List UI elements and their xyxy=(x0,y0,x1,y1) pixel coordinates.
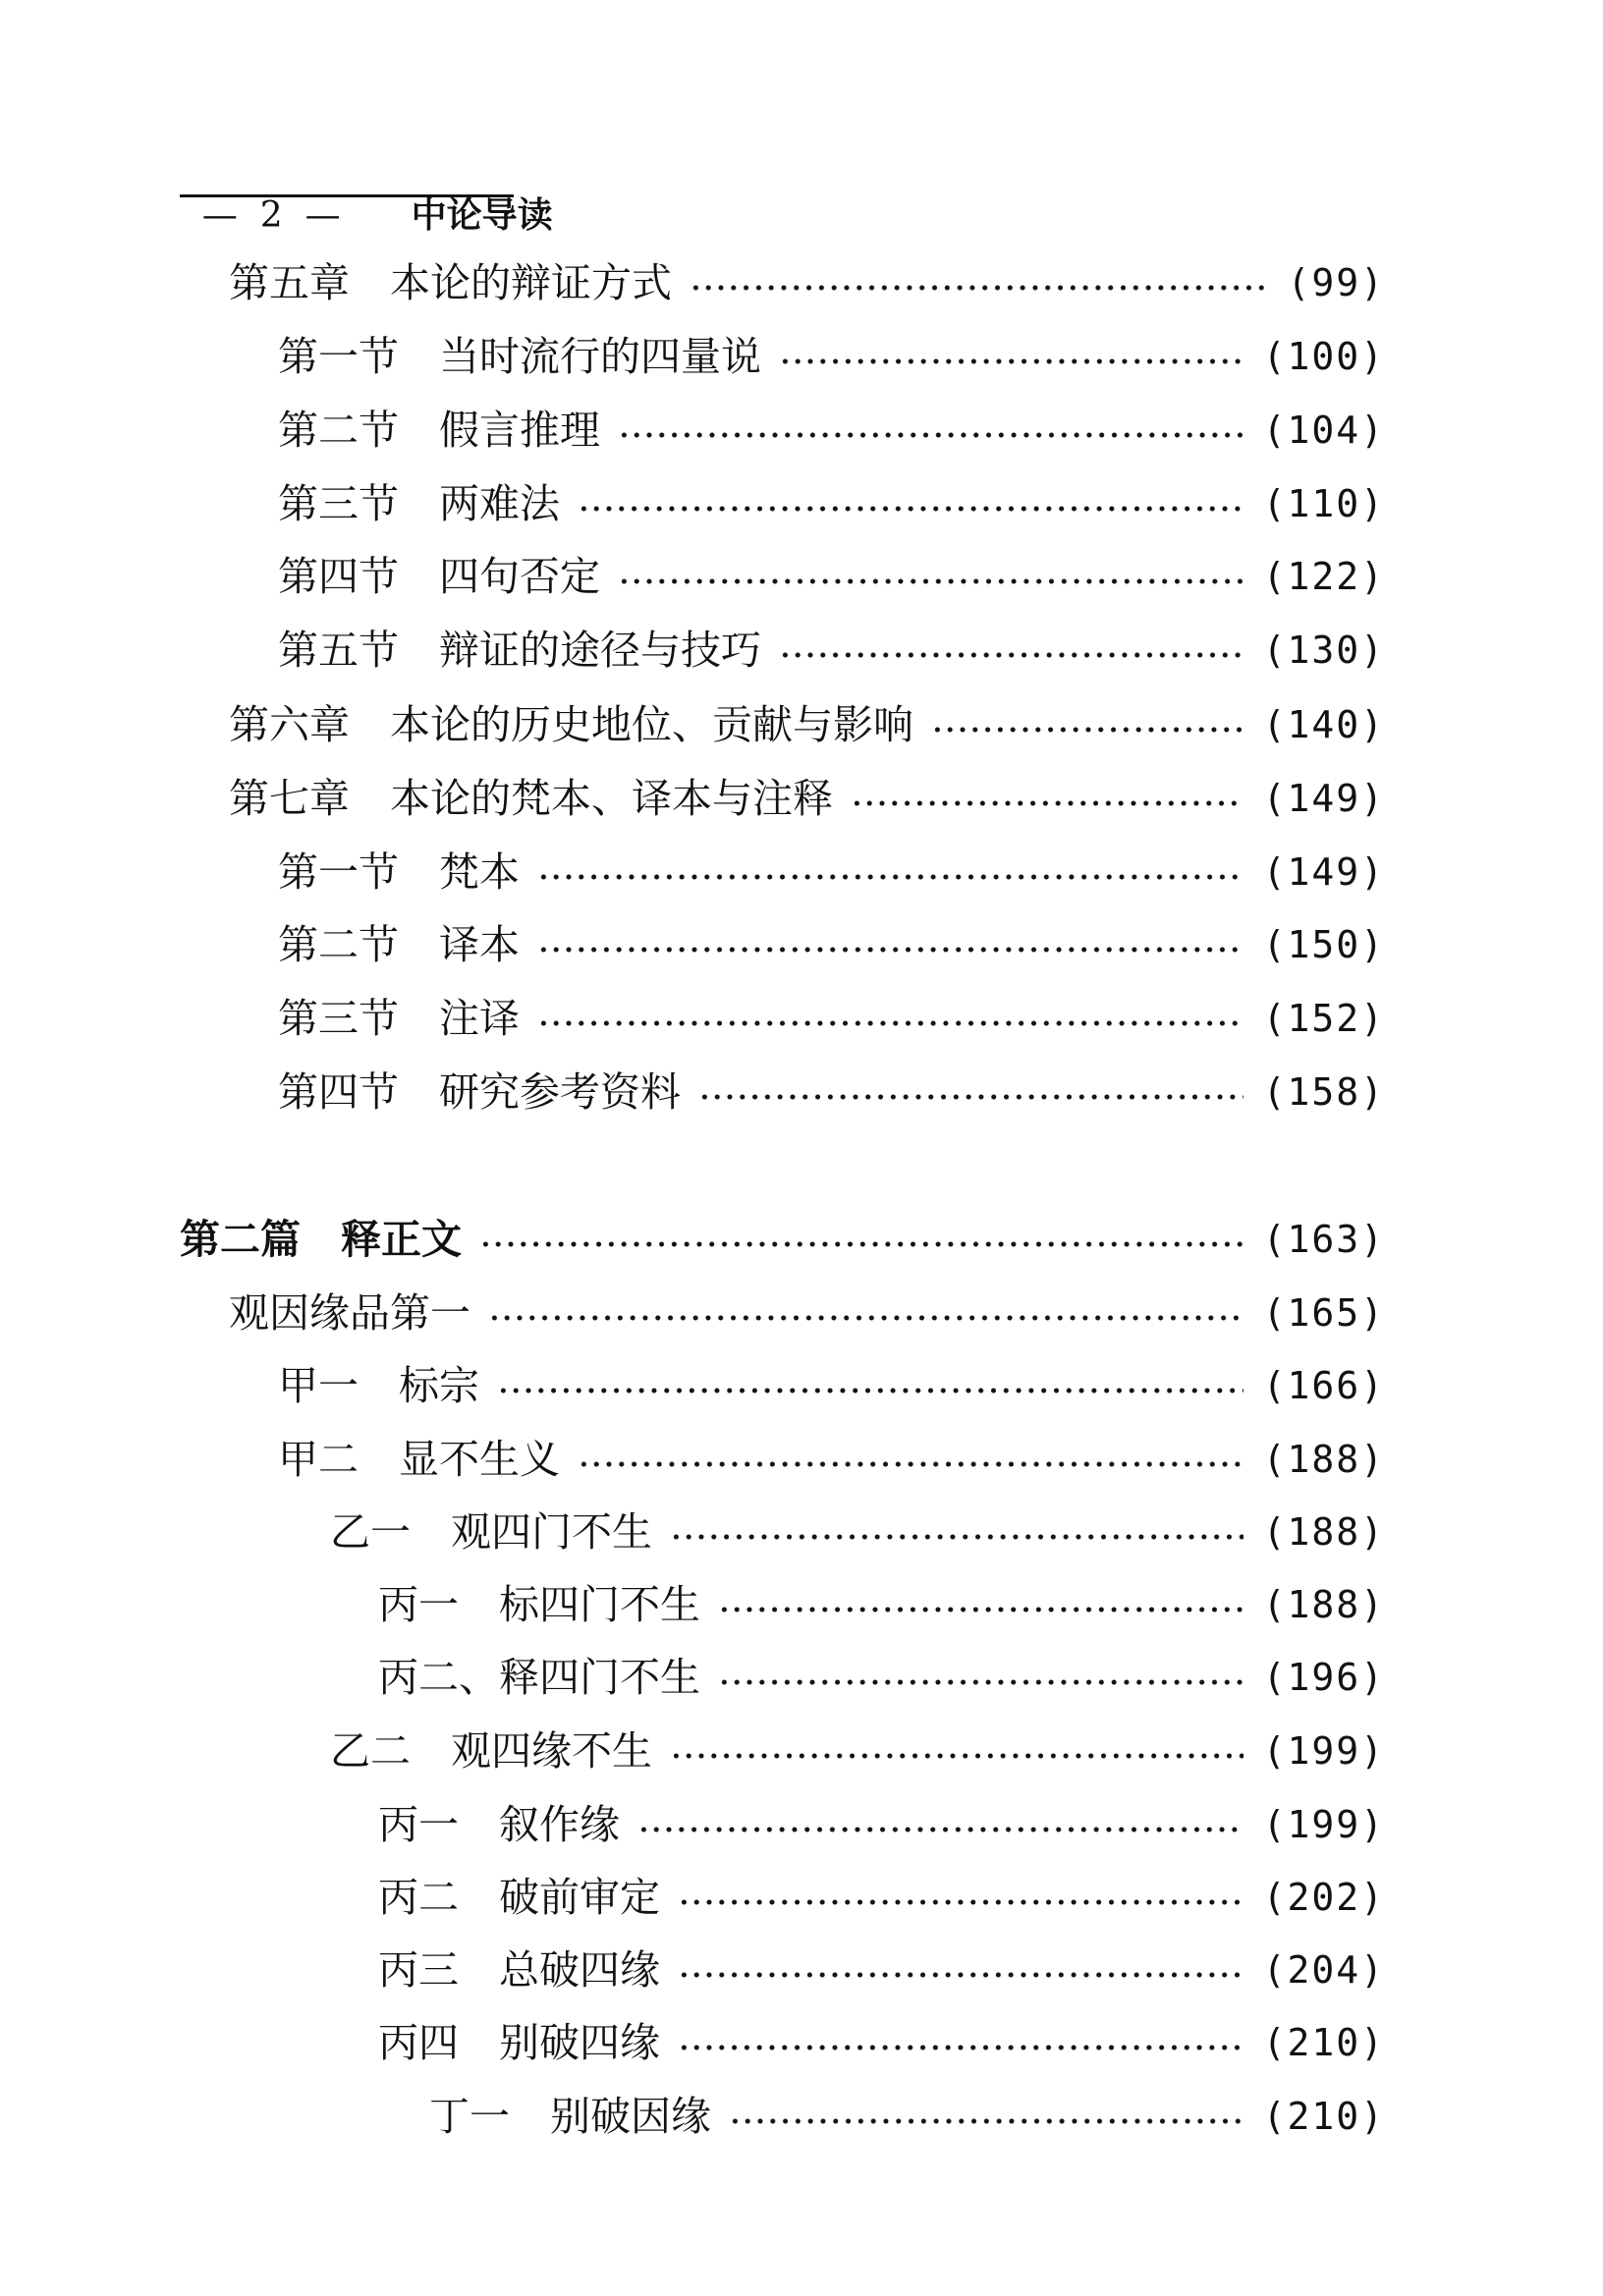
toc-dot-leader xyxy=(779,651,1244,659)
toc-entry-label: 乙一 观四门不生 xyxy=(330,1508,652,1556)
toc-entry-page-number: (150) xyxy=(1262,923,1385,966)
toc-entry-label: 第四节 研究参考资料 xyxy=(278,1068,681,1116)
running-head-title: 中论导读 xyxy=(411,195,553,236)
toc-entry xyxy=(278,327,1385,386)
toc-entry xyxy=(378,2013,1385,2072)
toc-entry xyxy=(229,1284,1385,1342)
toc-entry xyxy=(278,843,1385,902)
toc-entry xyxy=(278,474,1385,533)
toc-entry xyxy=(180,1210,1385,1269)
toc-entry-label: 丙二、释四门不生 xyxy=(378,1654,700,1701)
toc-entry-page-number: (210) xyxy=(1262,2021,1385,2064)
toc-entry-label: 丙四 别破四缘 xyxy=(378,2019,660,2066)
toc-entry-label: 丙一 标四门不生 xyxy=(378,1581,700,1628)
toc-entry-page-number: (149) xyxy=(1262,850,1385,894)
toc-dot-leader xyxy=(678,1898,1244,1906)
page-number-marker: — 2 — xyxy=(201,195,341,236)
toc-entry xyxy=(278,1430,1385,1489)
toc-dot-leader xyxy=(718,1606,1244,1613)
toc-entry xyxy=(330,1722,1385,1780)
toc-entry-page-number: (140) xyxy=(1262,703,1385,746)
toc-dot-leader xyxy=(690,284,1267,292)
toc-entry xyxy=(278,621,1385,680)
toc-dot-leader xyxy=(537,946,1244,954)
toc-entry xyxy=(378,1868,1385,1927)
toc-entry-label: 甲二 显不生义 xyxy=(278,1436,560,1483)
toc-entry xyxy=(229,253,1385,312)
toc-entry-page-number: (104) xyxy=(1262,409,1385,452)
toc-dot-leader xyxy=(618,577,1244,585)
toc-dot-leader xyxy=(670,1752,1244,1760)
toc-dot-leader xyxy=(729,2117,1244,2125)
toc-entry xyxy=(229,695,1385,754)
toc-entry-label: 第七章 本论的梵本、译本与注释 xyxy=(229,775,833,822)
toc-entry-label: 观因缘品第一 xyxy=(229,1289,470,1337)
toc-dot-leader xyxy=(578,1460,1244,1468)
toc-entry-label: 第二节 译本 xyxy=(278,921,520,968)
toc-dot-leader xyxy=(537,1019,1244,1027)
toc-entry-page-number: (188) xyxy=(1262,1438,1385,1481)
toc-entry-page-number: (188) xyxy=(1262,1510,1385,1554)
toc-dot-leader xyxy=(537,873,1244,881)
toc-entry-page-number: (202) xyxy=(1262,1876,1385,1919)
toc-dot-leader xyxy=(678,1971,1244,1979)
toc-entry xyxy=(278,547,1385,606)
toc-dot-leader xyxy=(931,726,1244,734)
toc-entry-page-number: (130) xyxy=(1262,629,1385,672)
toc-entry-page-number: (210) xyxy=(1262,2095,1385,2138)
toc-entry xyxy=(278,915,1385,974)
toc-entry-label: 第五章 本论的辩证方式 xyxy=(229,259,672,306)
toc-entry-page-number: (166) xyxy=(1262,1364,1385,1407)
toc-entry-label: 第二篇 释正文 xyxy=(180,1216,462,1263)
toc-entry-label: 丙三 总破四缘 xyxy=(378,1946,660,1994)
toc-entry-label: 第一节 当时流行的四量说 xyxy=(278,333,761,380)
toc-entry-page-number: (199) xyxy=(1262,1729,1385,1773)
toc-entry-label: 丙一 叙作缘 xyxy=(378,1801,620,1848)
toc-entry xyxy=(378,1575,1385,1634)
toc-entry-page-number: (204) xyxy=(1262,1948,1385,1992)
toc-dot-leader xyxy=(479,1240,1244,1248)
toc-entry xyxy=(278,1356,1385,1415)
toc-entry xyxy=(429,2087,1385,2146)
toc-dot-leader xyxy=(718,1678,1244,1686)
toc-dot-leader xyxy=(698,1093,1244,1101)
toc-entry-label: 第三节 两难法 xyxy=(278,480,560,527)
toc-entry-page-number: (110) xyxy=(1262,482,1385,525)
toc-entry-page-number: (152) xyxy=(1262,997,1385,1040)
toc-dot-leader xyxy=(670,1533,1244,1541)
toc-entry-label: 丁一 别破因缘 xyxy=(429,2093,711,2140)
toc-entry-label: 第一节 梵本 xyxy=(278,848,520,896)
toc-entry xyxy=(278,989,1385,1048)
toc-entry-page-number: (99) xyxy=(1287,261,1385,304)
toc-dot-leader xyxy=(637,1826,1244,1833)
toc-entry-label: 甲一 标宗 xyxy=(278,1362,479,1409)
toc-dot-leader xyxy=(618,431,1244,439)
toc-entry-page-number: (149) xyxy=(1262,777,1385,820)
toc-dot-leader xyxy=(578,505,1244,513)
toc-entry xyxy=(330,1503,1385,1561)
toc-entry xyxy=(378,1795,1385,1854)
toc-dot-leader xyxy=(851,799,1244,807)
toc-entry xyxy=(378,1648,1385,1707)
toc-entry xyxy=(378,1941,1385,1999)
toc-entry-label: 乙二 观四缘不生 xyxy=(330,1727,652,1775)
toc-entry-page-number: (158) xyxy=(1262,1070,1385,1114)
toc-entry-page-number: (165) xyxy=(1262,1291,1385,1335)
toc-entry-label: 第五节 辩证的途径与技巧 xyxy=(278,627,761,674)
toc-entry-page-number: (199) xyxy=(1262,1803,1385,1846)
toc-dot-leader xyxy=(497,1387,1244,1394)
toc-entry-label: 第四节 四句否定 xyxy=(278,553,600,600)
toc-dot-leader xyxy=(678,2044,1244,2051)
toc-entry-page-number: (100) xyxy=(1262,335,1385,378)
toc-entry-page-number: (163) xyxy=(1262,1218,1385,1261)
toc-entry-page-number: (196) xyxy=(1262,1656,1385,1699)
toc-entry-label: 第六章 本论的历史地位、贡献与影响 xyxy=(229,701,913,748)
toc-entry-label: 丙二 破前审定 xyxy=(378,1874,660,1921)
toc-entry-label: 第二节 假言推理 xyxy=(278,407,600,454)
toc-entry xyxy=(278,401,1385,460)
toc-entry-page-number: (122) xyxy=(1262,555,1385,598)
toc-dot-leader xyxy=(488,1314,1244,1322)
toc-entry xyxy=(278,1063,1385,1121)
toc-entry xyxy=(229,769,1385,828)
toc-entry-label: 第三节 注译 xyxy=(278,995,520,1042)
toc-entry-page-number: (188) xyxy=(1262,1583,1385,1626)
toc-dot-leader xyxy=(779,357,1244,365)
